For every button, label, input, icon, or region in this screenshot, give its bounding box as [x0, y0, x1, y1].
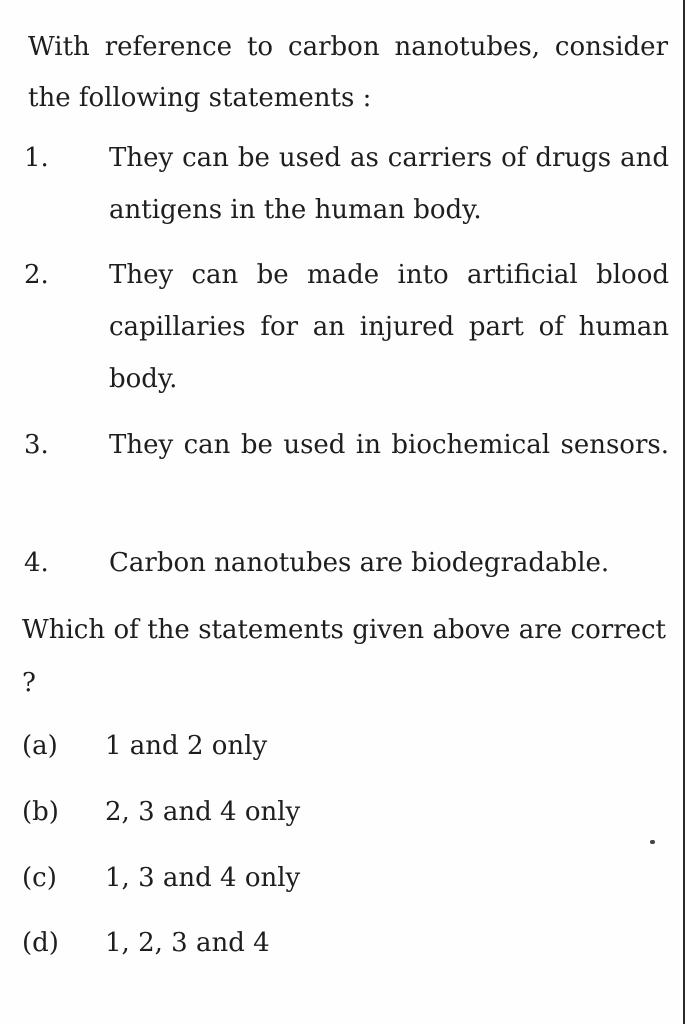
- option-text: 1, 3 and 4 only: [105, 863, 301, 893]
- column-divider: [683, 0, 685, 1024]
- option-label: (c): [22, 863, 57, 893]
- statement-text: They can be used as carriers of drugs and antigens in the human body.: [109, 143, 669, 225]
- statement-number: 4.: [24, 548, 49, 578]
- statement-text: They can be used in biochemical sensors.: [109, 430, 669, 460]
- statement-number: 1.: [24, 143, 49, 173]
- option-label: (b): [22, 797, 59, 827]
- statement-number: 3.: [24, 430, 49, 460]
- statement-number: 2.: [24, 260, 49, 290]
- question-prompt: Which of the statements given above are correct ?: [22, 615, 666, 698]
- option-text: 1, 2, 3 and 4: [105, 928, 270, 958]
- ink-speck: [650, 840, 655, 844]
- statement-text: They can be made into artificial blood capillaries for an injured part of human body.: [109, 260, 669, 394]
- option-label: (a): [22, 731, 58, 761]
- option-text: 1 and 2 only: [105, 731, 268, 761]
- question-stem: With reference to carbon nanotubes, consider the following statements :: [28, 32, 668, 113]
- statement-text: Carbon nanotubes are biodegradable.: [109, 548, 610, 578]
- option-text: 2, 3 and 4 only: [105, 797, 301, 827]
- option-label: (d): [22, 928, 59, 958]
